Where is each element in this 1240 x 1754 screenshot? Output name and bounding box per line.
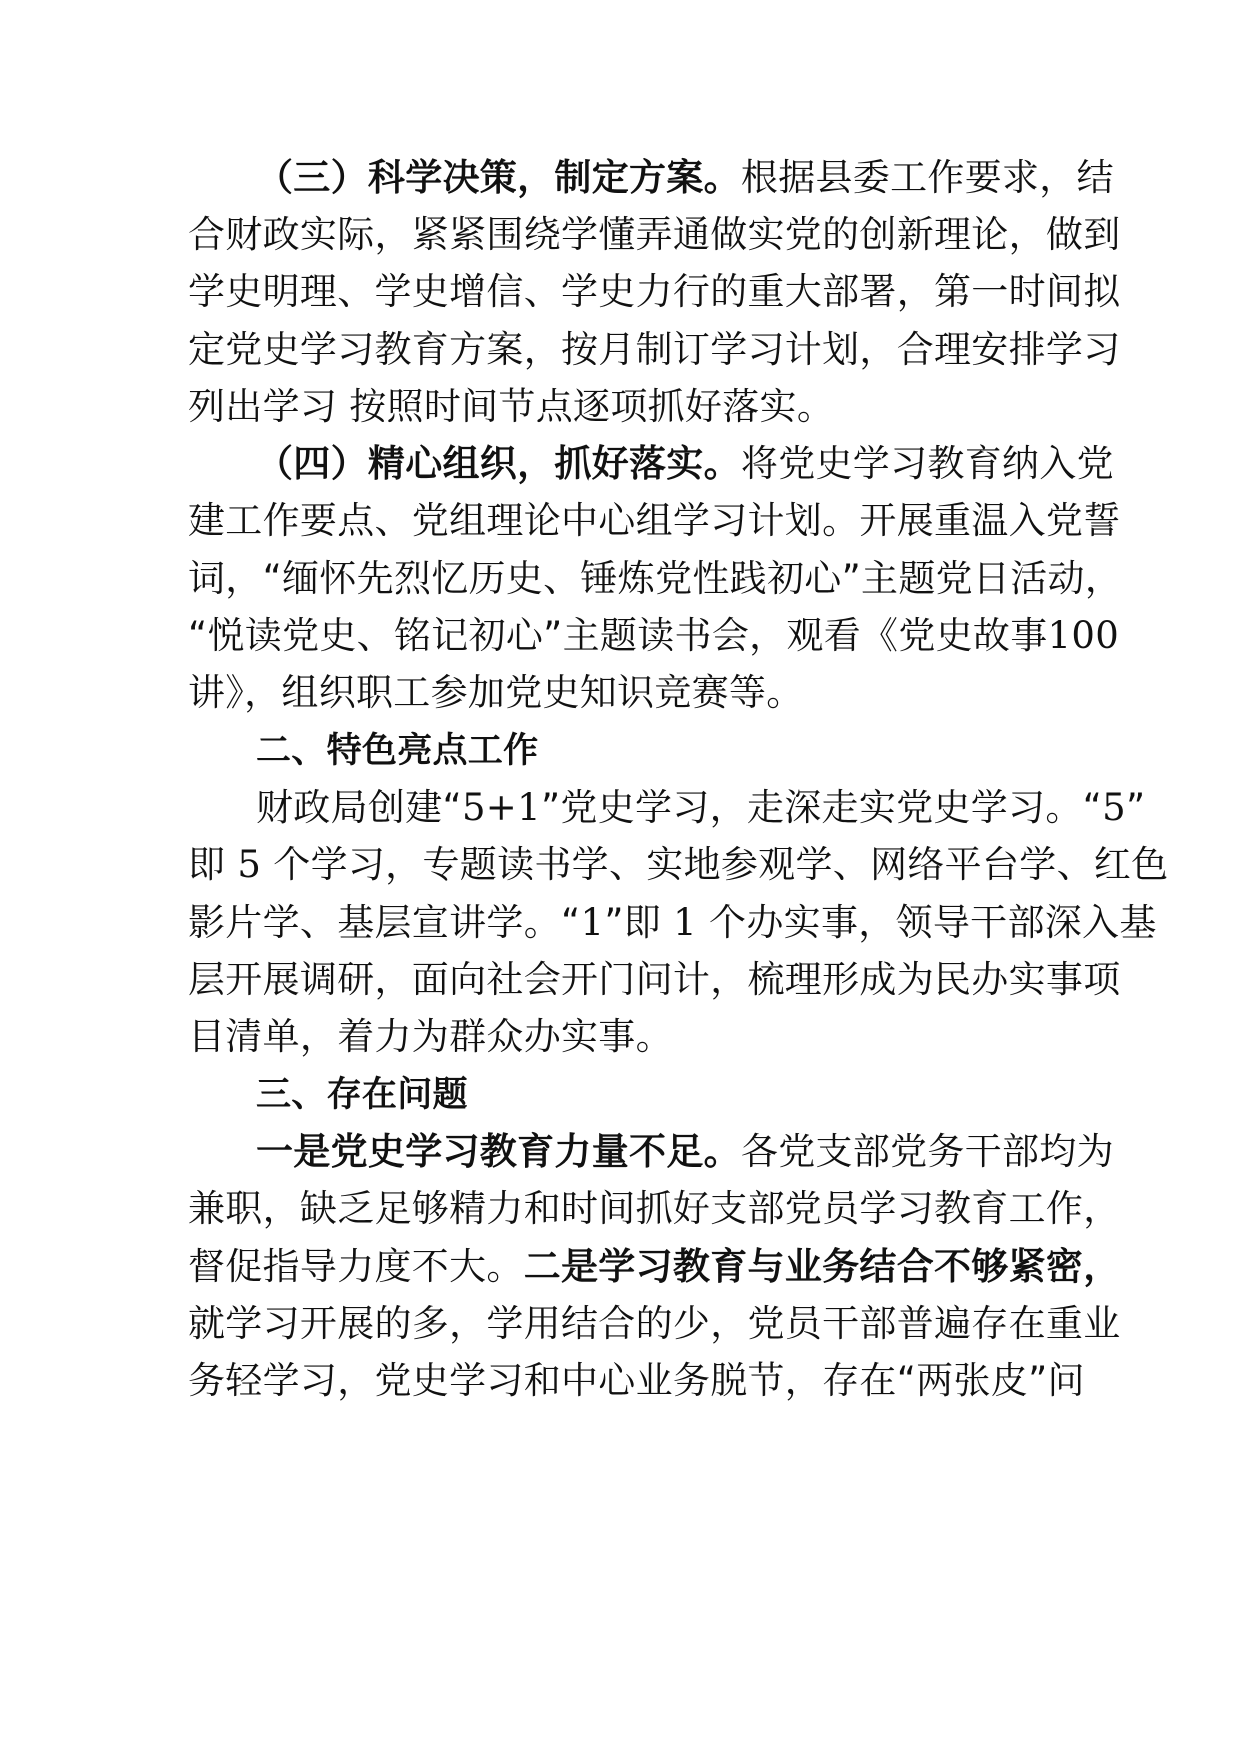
problems-line-3 (188, 1245, 1121, 1289)
highlights-text: ” (1125, 786, 1146, 829)
problems-line-5: 务轻学习，党史学习和中心业务脱节，存在“两张皮”问 (188, 1359, 1085, 1402)
highlights-line-5: 目清单，着力为群众办实事。 (188, 1015, 673, 1058)
highlights-number: 5 (237, 843, 262, 886)
highlights-line-1 (256, 786, 1145, 830)
sec4-line-4-text: “悦读党史、铭记初心”主题读书会，观看《党史故事 (188, 614, 1048, 657)
sec4-line-1 (256, 442, 1114, 486)
sec4-line-4 (188, 614, 1119, 658)
sec3-line-5: 列出学习 按照时间节点逐项抓好落实。 (188, 385, 835, 428)
problem-1-title: 一是党史学习教育力量不足。 (256, 1130, 741, 1173)
sec3-line-4: 定党史学习教育方案，按月制订学习计划，合理安排学习 (188, 328, 1121, 371)
highlights-line-3 (188, 901, 1157, 945)
heading-problems: 三、存在问题 (256, 1075, 468, 1115)
sec3-text: 根据县委工作要求，结 (740, 156, 1114, 199)
sec3-line-1 (256, 156, 1114, 200)
problems-line-4: 就学习开展的多，学用结合的少，党员干部普遍存在重业 (188, 1302, 1121, 1345)
sec4-line-2: 建工作要点、党组理论中心组学习计划。开展重温入党誓 (188, 499, 1121, 542)
sec4-number: 100 (1047, 614, 1120, 657)
problems-text: 各党支部党务干部均为 (740, 1130, 1114, 1173)
problems-line-2: 兼职，缺乏足够精力和时间抓好支部党员学习教育工作， (188, 1187, 1121, 1230)
sec3-line-2: 合财政实际，紧紧围绕学懂弄通做实党的创新理论，做到 (188, 213, 1121, 256)
highlights-text: 个办实事，领导干部深入基 (697, 901, 1157, 944)
highlights-number: 1 (580, 901, 605, 944)
highlights-text: ”党史学习，走深走实党史学习。“ (540, 786, 1103, 829)
highlights-text: ”即 (604, 901, 674, 944)
highlights-number: 5+1 (461, 786, 541, 829)
sec4-line-5: 讲》，组织职工参加党史知识竞赛等。 (188, 671, 804, 714)
highlights-line-2 (188, 843, 1168, 887)
highlights-text: 个学习，专题读书学、实地参观学、网络平台学、红色 (261, 843, 1169, 886)
highlights-text: 影片学、基层宣讲学。“ (188, 901, 581, 944)
problem-2-title: 二是学习教育与业务结合不够紧密， (523, 1245, 1121, 1288)
highlights-line-4: 层开展调研，面向社会开门问计，梳理形成为民办实事项 (188, 958, 1121, 1001)
highlights-number: 5 (1102, 786, 1126, 829)
sec4-line-3: 词，“缅怀先烈忆历史、锤炼党性践初心”主题党日活动， (188, 557, 1123, 600)
problems-text: 督促指导力度不大。 (188, 1245, 524, 1288)
heading-highlights: 二、特色亮点工作 (256, 731, 539, 771)
highlights-text: 财政局创建“ (256, 786, 462, 829)
highlights-number: 1 (673, 901, 697, 944)
sec4-title: （四）精心组织，抓好落实。 (256, 442, 741, 485)
sec3-line-3: 学史明理、学史增信、学史力行的重大部署，第一时间拟 (188, 270, 1121, 313)
sec4-text: 将党史学习教育纳入党 (740, 442, 1114, 485)
sec3-title: （三）科学决策，制定方案。 (256, 156, 741, 199)
highlights-text: 即 (188, 843, 238, 886)
problems-line-1 (256, 1130, 1114, 1174)
